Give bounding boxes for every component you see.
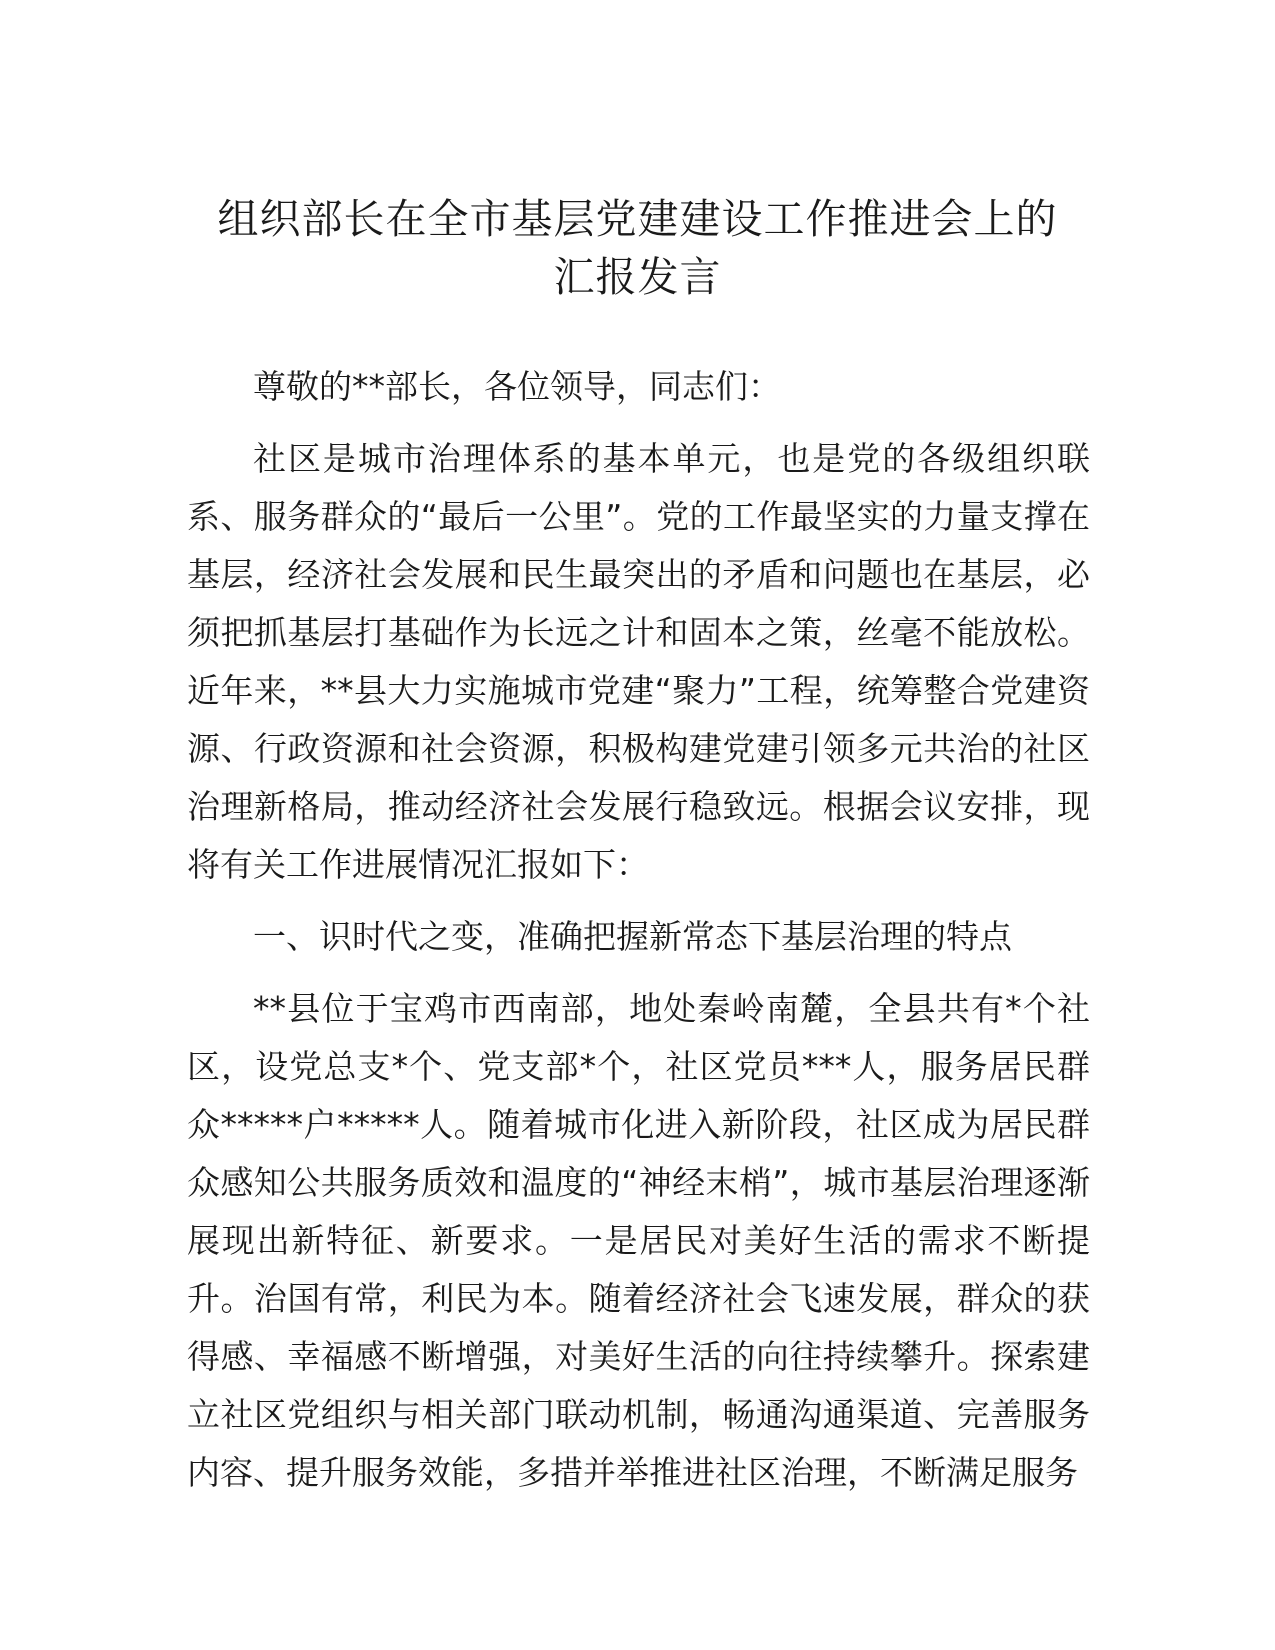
document-title <box>150 190 1125 306</box>
title-line-1: 组织部长在全市基层党建建设工作推进会上的 <box>217 195 1058 243</box>
section-heading: 一、识时代之变，准确把握新常态下基层治理的特点 <box>253 917 1012 956</box>
document-body <box>187 358 1090 1516</box>
salutation-paragraph: 尊敬的**部长，各位领导，同志们： <box>253 367 781 406</box>
title-line-2: 汇报发言 <box>553 253 722 301</box>
section-paragraph: **县位于宝鸡市西南部，地处秦岭南麓，全县共有*个社区，设党总支*个、党支部*个，社区党员***人，服务居民群众*****户*****人。随着城市化进入新阶段，社区成为居民群众感知公共服务质效和温度的“神经末梢”，城市基层治理逐渐展现出新特征、新要求。一是居民对美好生活的需求不断提升。治国有常，利民为本。随着经济社会飞速发展，群众的获得感、幸福感不断增强，对美好生活的向往持续攀升。探索建立社区党组织与相关部门联动机制，畅通沟通渠道、完善服务内容、提升服务效能，多措并举推进社区治理，不断满足服务 <box>187 989 1090 1492</box>
intro-paragraph: 社区是城市治理体系的基本单元，也是党的各级组织联系、服务群众的“最后一公里”。党的工作最坚实的力量支撑在基层，经济社会发展和民生最突出的矛盾和问题也在基层，必须把抓基层打基础作为长远之计和固本之策，丝毫不能放松。近年来，**县大力实施城市党建“聚力”工程，统筹整合党建资源、行政资源和社会资源，积极构建党建引领多元共治的社区治理新格局，推动经济社会发展行稳致远。根据会议安排，现将有关工作进展情况汇报如下： <box>187 439 1090 884</box>
